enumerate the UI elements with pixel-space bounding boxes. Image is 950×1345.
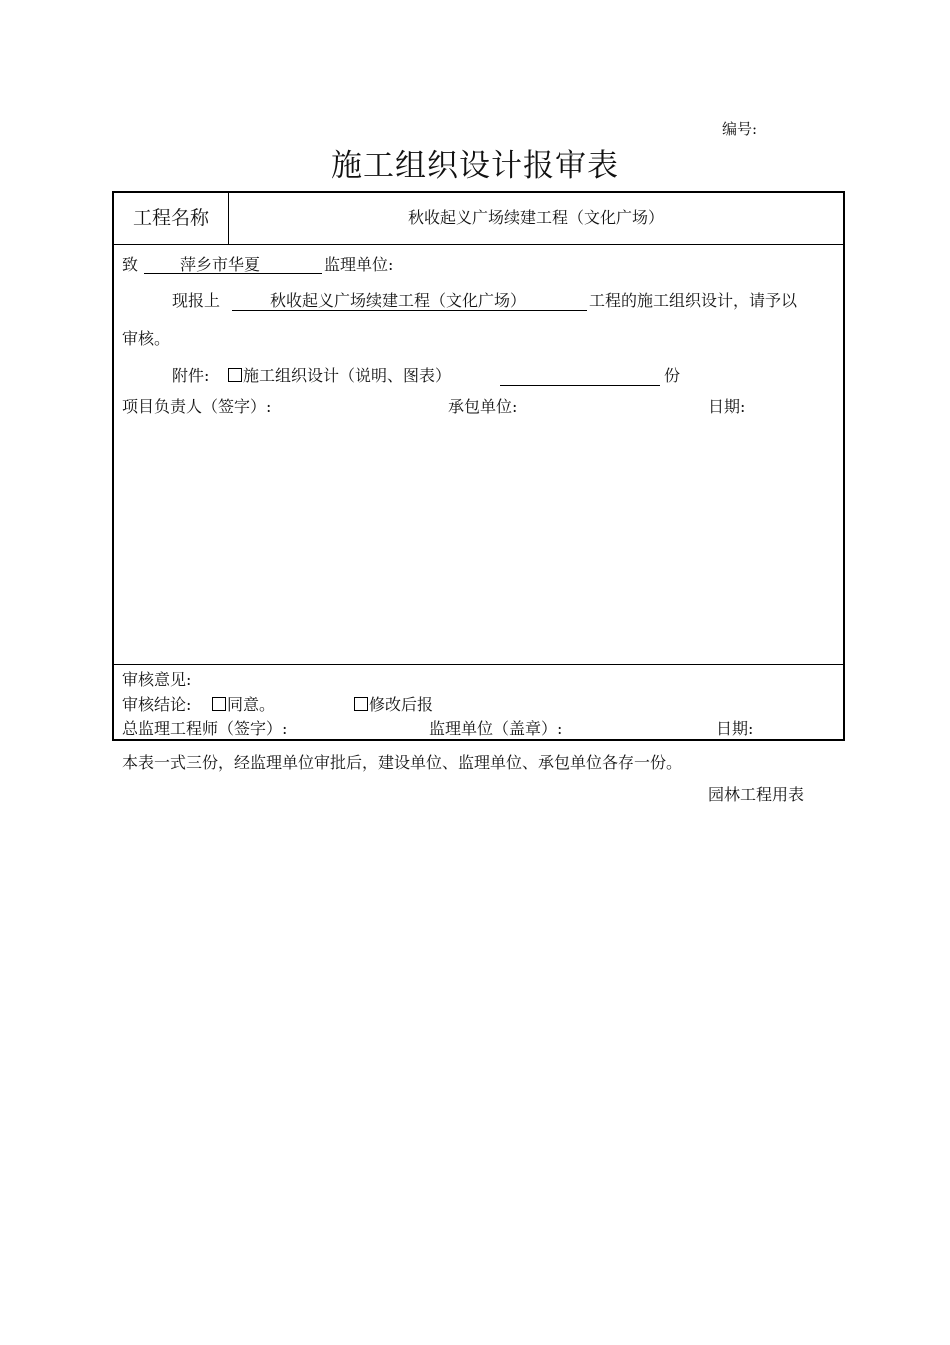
row-divider	[114, 244, 843, 245]
attachment-count-underline	[500, 385, 660, 386]
review-opinion-label: 审核意见:	[122, 670, 192, 689]
form-title: 施工组织设计报审表	[331, 148, 619, 184]
form-usage-label: 园林工程用表	[708, 785, 805, 804]
attachment-unit: 份	[664, 366, 681, 385]
report-project-value: 秋收起义广场续建工程（文化广场）	[270, 291, 527, 310]
chief-engineer-signature: 总监理工程师（签字）:	[122, 719, 288, 738]
addressee-suffix: 监理单位:	[324, 255, 394, 274]
report-suffix: 工程的施工组织设计，请予以	[589, 291, 798, 310]
agree-checkbox[interactable]	[212, 697, 226, 711]
contractor-unit-label: 承包单位:	[448, 397, 518, 416]
revise-checkbox[interactable]	[354, 697, 368, 711]
report-continuation: 审核。	[122, 329, 171, 348]
option-revise-label: 修改后报	[369, 695, 434, 714]
project-name-label: 工程名称	[132, 207, 209, 229]
addressee-value: 萍乡市华夏	[180, 255, 261, 274]
review-form-table	[112, 191, 845, 741]
footer-note: 本表一式三份，经监理单位审批后，建设单位、监理单位、承包单位各存一份。	[122, 753, 683, 772]
row-divider	[114, 664, 843, 665]
supervisor-unit-seal: 监理单位（盖章）:	[429, 719, 563, 738]
attachment-item	[228, 366, 451, 386]
attachment-label: 附件:	[172, 366, 210, 385]
project-name-value: 秋收起义广场续建工程（文化广场）	[407, 208, 664, 227]
addressee-prefix: 致	[122, 255, 139, 274]
attachment-item-label: 施工组织设计（说明、图表）	[243, 366, 452, 385]
review-conclusion-label: 审核结论:	[122, 695, 192, 714]
submission-date-label: 日期:	[708, 397, 746, 416]
serial-number-label: 编号:	[722, 120, 758, 138]
option-agree	[212, 695, 275, 715]
attachment-checkbox[interactable]	[228, 368, 242, 382]
report-prefix: 现报上	[172, 291, 221, 310]
option-revise	[354, 695, 433, 715]
review-date-label: 日期:	[716, 719, 754, 738]
option-agree-label: 同意。	[227, 695, 276, 714]
project-manager-signature: 项目负责人（签字）:	[122, 397, 272, 416]
